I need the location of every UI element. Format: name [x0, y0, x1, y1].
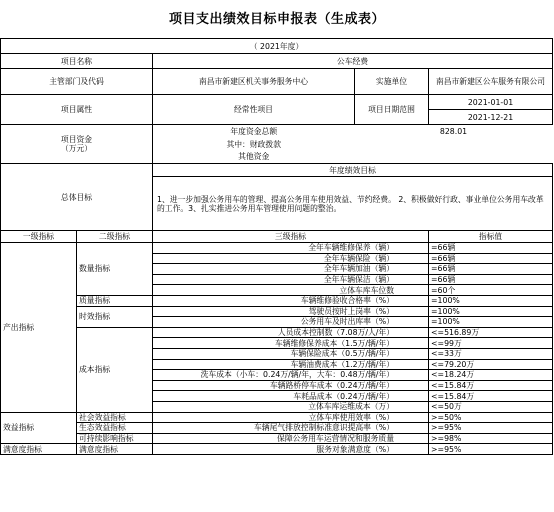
- indicator-name: 车辆路桥停车成本（0.24万/辆/年）: [153, 380, 429, 391]
- indicator-value: <=50万: [429, 401, 553, 412]
- total-label: 年度资金总额: [230, 126, 278, 136]
- attr-label: 项目属性: [1, 95, 153, 125]
- indicator-name: 驾驶员按时上岗率（%）: [153, 306, 429, 317]
- group-satisfaction: 满意度指标: [77, 444, 153, 455]
- indicator-value: >=95%: [429, 444, 553, 455]
- indicator-value: =100%: [429, 317, 553, 328]
- benefit-label: 效益指标: [1, 412, 77, 444]
- indicator-value: >=98%: [429, 433, 553, 444]
- output-label: 产出指标: [1, 243, 77, 413]
- group-ecological: 生态效益指标: [77, 423, 153, 434]
- period-label: 项目日期范围: [355, 95, 429, 125]
- fiscal-label: 其中：财政拨款: [226, 139, 282, 149]
- indicator-name: 公务用车及时出库率（%）: [153, 317, 429, 328]
- group-quantity: 数量指标: [77, 243, 153, 296]
- indicator-name: 车辆油费成本（1.2万/辆/年）: [153, 359, 429, 370]
- indicator-value: <=516.89万: [429, 327, 553, 338]
- indicator-value: =66辆: [429, 253, 553, 264]
- indicator-name: 车耗品成本（0.24万/辆/年）: [153, 391, 429, 402]
- project-name-label: 项目名称: [1, 54, 153, 69]
- indicator-value: <=15.84万: [429, 380, 553, 391]
- indicator-name: 立体车库车位数: [153, 285, 429, 296]
- header-value: 指标值: [429, 231, 553, 243]
- impl-unit: 南昌市新建区公车服务有限公司: [429, 69, 553, 95]
- indicator-value: >=50%: [429, 412, 553, 423]
- group-sustainable: 可持续影响指标: [77, 433, 153, 444]
- performance-table: [0, 38, 553, 455]
- header-level3: 三级指标: [153, 231, 429, 243]
- funds-label: 项目资金 （万元）: [1, 125, 153, 164]
- project-name: 公车经费: [153, 54, 553, 69]
- year-label: （ 2021年度）: [1, 39, 553, 54]
- indicator-value: =60个: [429, 285, 553, 296]
- indicator-value: <=15.84万: [429, 391, 553, 402]
- indicator-value: =66辆: [429, 274, 553, 285]
- impl-label: 实施单位: [355, 69, 429, 95]
- indicator-row: [1, 306, 553, 317]
- group-timeliness: 时效指标: [77, 306, 153, 327]
- indicator-value: <=79.20万: [429, 359, 553, 370]
- fiscal-value: [355, 138, 553, 151]
- annual-goal-label: 年度绩效目标: [153, 164, 553, 177]
- total-value: 828.01: [439, 126, 468, 136]
- indicator-name: 全年车辆保险（辆）: [153, 253, 429, 264]
- indicator-name: 服务对象满意度（%）: [153, 444, 429, 455]
- indicator-name: 立体车库使用效率（%）: [153, 412, 429, 423]
- indicator-row: [1, 423, 553, 434]
- overall-label: 总体目标: [1, 164, 153, 231]
- annual-goal-text: 1、进一步加强公务用车的管理、提高公务用车使用效益、节约经费。 2、积极做好行政、事业单位公务用车改革的工作。3、扎实推进公务用车管理使用问题的整治。: [153, 177, 553, 231]
- indicator-value: =66辆: [429, 264, 553, 275]
- indicator-row: [1, 412, 553, 423]
- end-date: 2021-12-21: [429, 110, 553, 125]
- group-cost: 成本指标: [77, 327, 153, 412]
- indicator-name: 全年车辆加油（辆）: [153, 264, 429, 275]
- header-level2: 二级指标: [77, 231, 153, 243]
- indicator-name: 保障公务用车运营情况和服务质量: [153, 433, 429, 444]
- indicator-row: [1, 327, 553, 338]
- indicator-row: [1, 433, 553, 444]
- indicator-row: [1, 243, 553, 254]
- start-date: 2021-01-01: [429, 95, 553, 110]
- indicator-name: 车辆维修验收合格率（%）: [153, 295, 429, 306]
- indicator-value: <=33万: [429, 348, 553, 359]
- satisfaction-label: 满意度指标: [1, 444, 77, 455]
- dept-label: 主管部门及代码: [1, 69, 153, 95]
- indicator-value: =100%: [429, 306, 553, 317]
- indicator-value: <=18.24万: [429, 370, 553, 381]
- dept-value: 南昌市新建区机关事务服务中心: [153, 69, 355, 95]
- indicator-value: <=99万: [429, 338, 553, 349]
- indicator-name: 洗车成本（小车：0.24万/辆/年，大车：0.48万/辆/年）: [153, 370, 429, 381]
- group-quality: 质量指标: [77, 295, 153, 306]
- indicator-value: =100%: [429, 295, 553, 306]
- indicator-name: 车辆尾气排放控制标准意识提高率（%）: [153, 423, 429, 434]
- indicator-row: [1, 444, 553, 455]
- other-label: 其他资金: [238, 152, 270, 162]
- indicator-row: [1, 295, 553, 306]
- header-level1: 一级指标: [1, 231, 77, 243]
- form-title: 项目支出绩效目标申报表（生成表）: [168, 12, 385, 27]
- group-social: 社会效益指标: [77, 412, 153, 423]
- indicator-name: 人员成本控制数（7.08万/人/年）: [153, 327, 429, 338]
- other-value: [355, 151, 553, 164]
- indicator-name: 全年车辆维修保养（辆）: [153, 243, 429, 254]
- indicator-value: >=95%: [429, 423, 553, 434]
- indicator-name: 车辆保险成本（0.5万/辆/年）: [153, 348, 429, 359]
- attr-value: 经常性项目: [153, 95, 355, 125]
- indicator-value: =66辆: [429, 243, 553, 254]
- indicator-name: 车辆维修保养成本（1.5万/辆/年）: [153, 338, 429, 349]
- indicator-name: 立体车库运维成本（万）: [153, 401, 429, 412]
- indicator-name: 全年车辆保洁（辆）: [153, 274, 429, 285]
